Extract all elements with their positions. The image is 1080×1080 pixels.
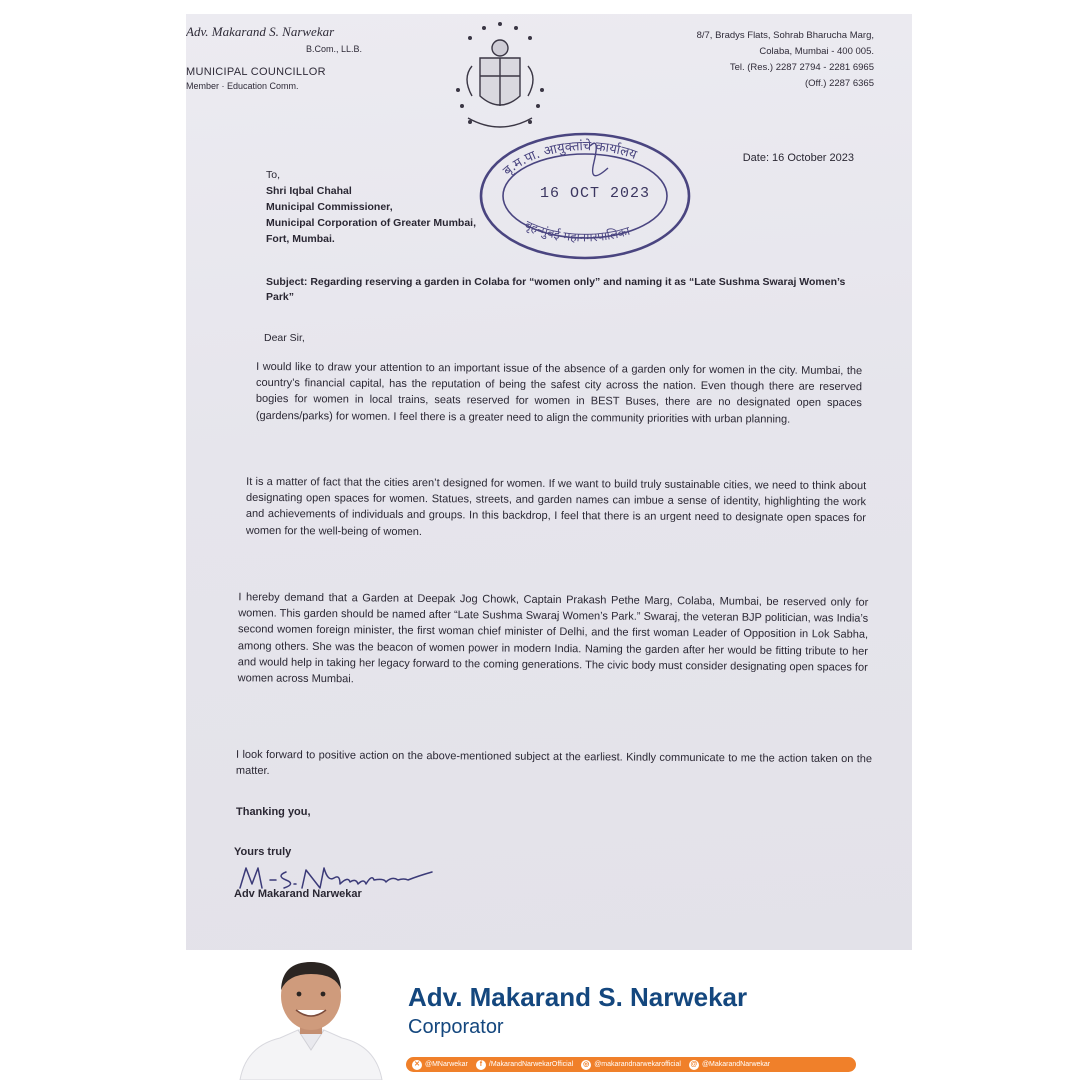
paragraph-3: I hereby demand that a Garden at Deepak Jog Chowk, Captain Prakash Pethe Marg, Colaba, Mumbai, be reserved only for women. This garden should be named after “Late Sushma Swaraj Women’s Park.” Swaraj, the veteran BJP politician, was India’s second women foreign minister, the first woman chief minister of Delhi, and the first woman Leader of Opposition in Lok Sabha, among others. She was the beacon of women power in modern India. Naming the garden after her would be fitting tribute to her and would help in taking her legacy forward to the coming generations. The civic body must consider designating open spaces for women across Mumbai.: [237, 591, 869, 686]
signer-name: Adv Makarand Narwekar: [234, 888, 362, 900]
recipient-address: [266, 167, 476, 247]
paragraph-2: It is a matter of fact that the cities aren’t designed for women. If we want to build truly sustainable cities, we need to think about designating open spaces for women. Statues, streets, and garden names can imbue a sense of identity, highlighting the work and achievements of individuals and groups. In this backdrop, I feel that there is an urgent need to designate open spaces for women for the well-being of women.: [245, 475, 867, 538]
address-line2: Colaba, Mumbai - 400 005.: [759, 46, 874, 57]
svg-text:बृ.म.पा. आयुक्तांचे कार्यालय: [500, 138, 639, 179]
to-label: To,: [266, 169, 281, 181]
x-icon: ✕: [412, 1060, 422, 1070]
letterhead-degree: B.Com., LL.B.: [306, 44, 363, 54]
closing: Thanking you,: [236, 806, 311, 818]
social-x[interactable]: [412, 1060, 468, 1070]
instagram-icon: ◎: [583, 1060, 590, 1068]
recipient-name: Shri Iqbal Chahal: [266, 185, 352, 197]
svg-text:बृहन्मुंबई महानगरपालिका: [522, 218, 632, 245]
letterhead-title: MUNICIPAL COUNCILLOR: [186, 66, 326, 78]
yours-truly: Yours truly: [234, 846, 292, 858]
social-handle: @MNarwekar: [425, 1061, 468, 1068]
stamp-top-text: बृ.म.पा. आयुक्तांचे कार्यालय: [500, 139, 639, 179]
letter-photo: [186, 14, 912, 950]
address-line1: 8/7, Bradys Flats, Sohrab Bharucha Marg,: [696, 30, 874, 41]
stamp-date: 16 OCT 2023: [540, 185, 651, 202]
letterhead-name: Adv. Makarand S. Narwekar: [186, 24, 335, 39]
paragraph-4: I look forward to positive action on the above-mentioned subject at the earliest. Kindly communicate to me the action taken on the matter.: [235, 748, 873, 778]
footer-name: Adv. Makarand S. Narwekar: [408, 982, 748, 1012]
social-handle: @MakarandNarwekar: [701, 1061, 771, 1068]
stamp-bottom-text: बृहन्मुंबई महानगरपालिका: [522, 217, 632, 245]
letterhead-member: Member · Education Comm.: [186, 81, 299, 91]
avatar: [236, 954, 386, 1080]
social-facebook[interactable]: [476, 1060, 573, 1070]
footer-banner: [0, 950, 1080, 1080]
social-threads[interactable]: [689, 1060, 770, 1070]
tel-off: (Off.) 2287 6365: [804, 78, 874, 89]
threads-icon: @: [690, 1060, 698, 1068]
letter-subject: Subject: Regarding reserving a garden in Colaba for “women only” and naming it as “Late Sushma Swaraj Women’s Park”: [266, 276, 846, 303]
letter-date: Date: 16 October 2023: [742, 152, 854, 164]
recipient-city: Fort, Mumbai.: [266, 233, 335, 245]
facebook-icon: f: [476, 1060, 486, 1070]
letterhead-address: [634, 28, 874, 92]
social-handle: /MakarandNarwekarOfficial: [488, 1061, 574, 1068]
social-instagram[interactable]: [581, 1060, 681, 1070]
paragraph-1: I would like to draw your attention to an important issue of the absence of a garden only for women in the city. Mumbai, the country’s financial capital, has the reputation of being the safest city across the nation. Even though there are reserved bogies for women in local trains, seats reserved for women in BEST Buses, there are no designated open spaces (gardens/parks) for women. I feel there is a greater need to align the community priorities with urban planning.: [255, 360, 863, 426]
social-bar: [406, 1057, 856, 1072]
recipient-title: Municipal Commissioner,: [266, 201, 393, 213]
footer-role: Corporator: [408, 1016, 504, 1038]
salutation: Dear Sir,: [264, 332, 305, 344]
recipient-org: Municipal Corporation of Greater Mumbai,: [266, 217, 477, 229]
tel-res: Tel. (Res.) 2287 2794 - 2281 6965: [729, 62, 874, 73]
social-handle: @makarandnarwekarofficial: [594, 1061, 681, 1068]
